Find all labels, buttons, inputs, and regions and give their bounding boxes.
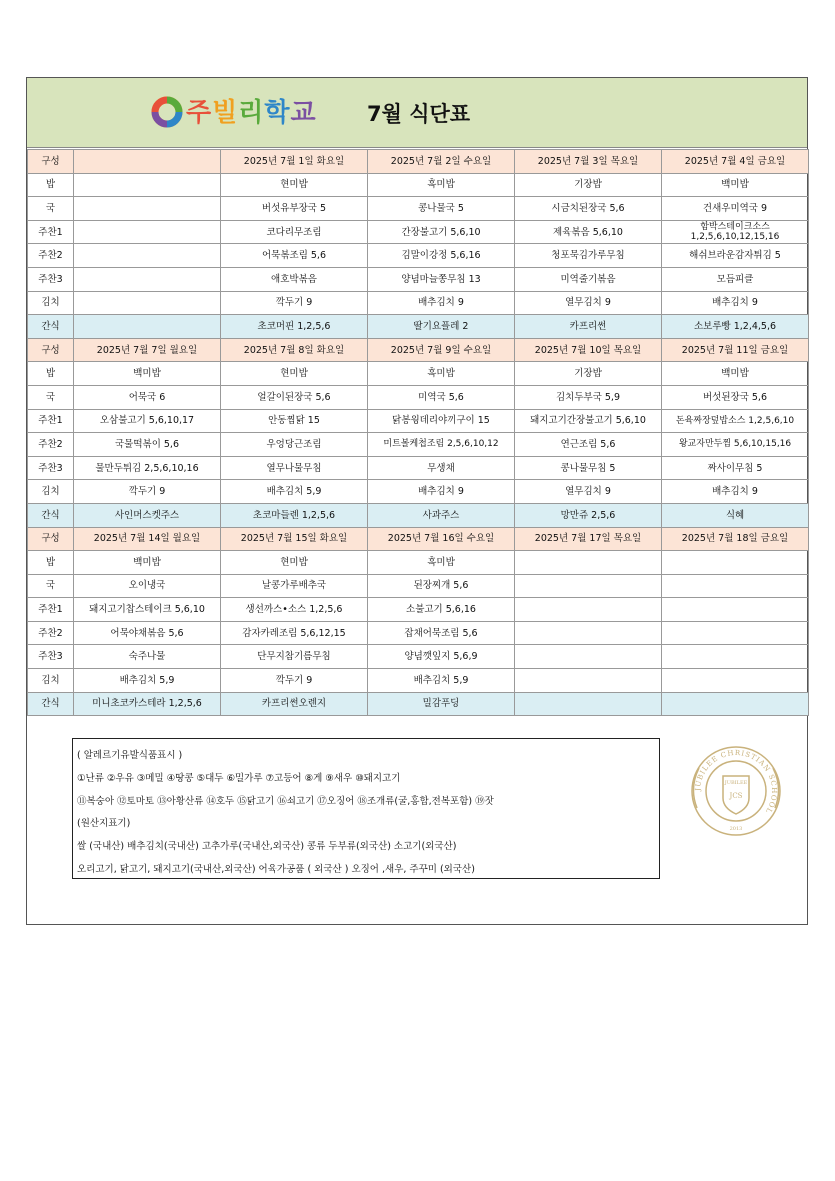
meal-cell: 흑미밥 — [368, 551, 515, 575]
meal-cell: 현미밥 — [221, 551, 368, 575]
meal-cell: 애호박볶음 — [221, 267, 368, 291]
meal-cell: 콩나물무침 5 — [515, 456, 662, 480]
date-header: 2025년 7월 7일 월요일 — [74, 338, 221, 362]
row-label: 주찬1 — [28, 409, 74, 433]
meal-row — [28, 503, 809, 527]
row-label: 국 — [28, 197, 74, 221]
meal-cell: 기장밥 — [515, 362, 662, 386]
row-label: 주찬3 — [28, 267, 74, 291]
meal-cell: 안동찜닭 15 — [221, 409, 368, 433]
row-label: 국 — [28, 385, 74, 409]
meal-cell — [662, 598, 809, 622]
meal-cell: 국물떡볶이 5,6 — [74, 433, 221, 457]
meal-cell: 모듬피클 — [662, 267, 809, 291]
date-header: 2025년 7월 11일 금요일 — [662, 338, 809, 362]
meal-cell: 왕교자만두찜 5,6,10,15,16 — [662, 433, 809, 457]
meal-cell: 배추김치 5,9 — [368, 669, 515, 693]
meal-cell: 돼지고기간장불고기 5,6,10 — [515, 409, 662, 433]
meal-cell: 깍두기 9 — [221, 291, 368, 315]
meal-cell: 흑미밥 — [368, 173, 515, 197]
legend-line: ①난류 ②우유 ③메밀 ④땅콩 ⑤대두 ⑥밀가루 ⑦고등어 ⑧게 ⑨새우 ⑩돼지고기 — [77, 772, 401, 784]
meal-cell: 카프리썬오렌지 — [221, 692, 368, 716]
date-header: 2025년 7월 4일 금요일 — [662, 150, 809, 174]
meal-cell: 코다리무조림 — [221, 220, 368, 244]
meal-cell: 초코머핀 1,2,5,6 — [221, 315, 368, 339]
meal-cell: 미역줄기볶음 — [515, 267, 662, 291]
row-label: 주찬2 — [28, 244, 74, 268]
meal-cell: 백미밥 — [662, 362, 809, 386]
meal-cell: 우엉당근조림 — [221, 433, 368, 457]
date-header: 2025년 7월 14일 월요일 — [74, 527, 221, 551]
row-label: 주찬1 — [28, 220, 74, 244]
row-label: 간식 — [28, 692, 74, 716]
meal-cell — [515, 551, 662, 575]
meal-cell — [515, 574, 662, 598]
meal-cell — [74, 267, 221, 291]
row-label: 간식 — [28, 503, 74, 527]
meal-cell: 날콩가루배추국 — [221, 574, 368, 598]
legend-line: 쌀 (국내산) 배추김치(국내산) 고추가루(국내산,외국산) 콩류 두부류(외국산) 소고기(외국산) — [77, 841, 457, 853]
meal-cell: 김치두부국 5,9 — [515, 385, 662, 409]
meal-row — [28, 551, 809, 575]
meal-cell: 사인머스켓주스 — [74, 503, 221, 527]
meal-cell: 배추김치 9 — [662, 291, 809, 315]
meal-cell — [662, 621, 809, 645]
meal-row — [28, 267, 809, 291]
meal-row — [28, 315, 809, 339]
meal-cell: 배추김치 9 — [368, 480, 515, 504]
meal-cell: 무생채 — [368, 456, 515, 480]
meal-cell: 깍두기 9 — [74, 480, 221, 504]
column-label: 구성 — [28, 527, 74, 551]
row-label: 주찬2 — [28, 621, 74, 645]
column-label: 구성 — [28, 338, 74, 362]
meal-cell: 함박스테이크소스 1,2,5,6,10,12,15,16 — [662, 220, 809, 244]
meal-cell: 백미밥 — [662, 173, 809, 197]
meal-cell: 배추김치 9 — [662, 480, 809, 504]
meal-cell: 현미밥 — [221, 362, 368, 386]
seal-founded: 2013 — [729, 826, 743, 832]
meal-cell: 백미밥 — [74, 551, 221, 575]
meal-cell: 어묵볶조림 5,6 — [221, 244, 368, 268]
legend-line: 오리고기, 닭고기, 돼지고기(국내산,외국산) 어육가공품 ( 외국산 ) 오징어 ,새우, 주꾸미 (외국산) — [77, 863, 475, 875]
meal-cell: 열무김치 9 — [515, 291, 662, 315]
meal-cell: 양념깻잎지 5,6,9 — [368, 645, 515, 669]
week-header-row — [28, 338, 809, 362]
meal-cell: 제육볶음 5,6,10 — [515, 220, 662, 244]
row-label: 국 — [28, 574, 74, 598]
meal-cell: 얼갈이된장국 5,6 — [221, 385, 368, 409]
date-header: 2025년 7월 18일 금요일 — [662, 527, 809, 551]
row-label: 주찬3 — [28, 456, 74, 480]
date-header: 2025년 7월 8일 화요일 — [221, 338, 368, 362]
meal-cell: 미역국 5,6 — [368, 385, 515, 409]
meal-cell: 물만두튀김 2,5,6,10,16 — [74, 456, 221, 480]
school-logo-text — [186, 92, 317, 129]
meal-cell: 시금치된장국 5,6 — [515, 197, 662, 221]
meal-cell: 단무지참기름무침 — [221, 645, 368, 669]
meal-cell: 어묵야채볶음 5,6 — [74, 621, 221, 645]
school-seal-icon — [683, 738, 789, 844]
meal-cell: 백미밥 — [74, 362, 221, 386]
meal-cell: 연근조림 5,6 — [515, 433, 662, 457]
meal-cell — [74, 197, 221, 221]
meal-cell: 된장찌개 5,6 — [368, 574, 515, 598]
meal-cell — [662, 692, 809, 716]
row-label: 밥 — [28, 173, 74, 197]
meal-cell: 열무김치 9 — [515, 480, 662, 504]
meal-cell: 흑미밥 — [368, 362, 515, 386]
meal-cell: 깍두기 9 — [221, 669, 368, 693]
meal-cell: 열무나물무침 — [221, 456, 368, 480]
logo-char: 주 — [186, 98, 213, 128]
meal-cell: 잡채어묵조림 5,6 — [368, 621, 515, 645]
date-header: 2025년 7월 1일 화요일 — [221, 150, 368, 174]
meal-cell: 어묵국 6 — [74, 385, 221, 409]
meal-cell: 딸기요플레 2 — [368, 315, 515, 339]
meal-cell: 미트볼케첩조림 2,5,6,10,12 — [368, 433, 515, 457]
seal-inner-mid: JCS — [729, 792, 743, 800]
page-header — [27, 78, 807, 148]
meal-cell: 소불고기 5,6,16 — [368, 598, 515, 622]
date-header: 2025년 7월 16일 수요일 — [368, 527, 515, 551]
meal-cell — [74, 173, 221, 197]
meal-cell: 오이냉국 — [74, 574, 221, 598]
logo-char: 리 — [238, 98, 265, 128]
meal-cell — [515, 669, 662, 693]
date-header: 2025년 7월 15일 화요일 — [221, 527, 368, 551]
allergy-origin-notice — [72, 738, 660, 879]
meal-cell — [74, 244, 221, 268]
seal-ring-text: JUBILEE CHRISTIAN SCHOOL — [693, 748, 779, 816]
meal-cell: 오삼불고기 5,6,10,17 — [74, 409, 221, 433]
meal-cell — [515, 692, 662, 716]
menu-page — [26, 77, 808, 925]
meal-row — [28, 692, 809, 716]
meal-row — [28, 385, 809, 409]
meal-cell — [74, 315, 221, 339]
meal-cell: 콩나물국 5 — [368, 197, 515, 221]
row-label: 주찬1 — [28, 598, 74, 622]
meal-row — [28, 173, 809, 197]
column-label: 구성 — [28, 150, 74, 174]
row-label: 밥 — [28, 362, 74, 386]
meal-row — [28, 456, 809, 480]
meal-cell — [74, 220, 221, 244]
meal-cell: 감자카레조림 5,6,12,15 — [221, 621, 368, 645]
meal-cell: 건새우미역국 9 — [662, 197, 809, 221]
meal-cell — [662, 669, 809, 693]
row-label: 밥 — [28, 551, 74, 575]
meal-row — [28, 362, 809, 386]
week-header-row — [28, 150, 809, 174]
row-label: 주찬3 — [28, 645, 74, 669]
legend-line: ( 알레르기유발식품표시 ) — [77, 750, 183, 761]
meal-cell: 초코마들렌 1,2,5,6 — [221, 503, 368, 527]
row-label: 김치 — [28, 669, 74, 693]
meal-cell: 생선까스•소스 1,2,5,6 — [221, 598, 368, 622]
logo-char: 교 — [290, 98, 317, 128]
meal-row — [28, 291, 809, 315]
meal-cell — [662, 574, 809, 598]
meal-cell — [515, 621, 662, 645]
week-header-row — [28, 527, 809, 551]
meal-row — [28, 574, 809, 598]
meal-row — [28, 480, 809, 504]
meal-cell: 밀감푸딩 — [368, 692, 515, 716]
meal-cell: 배추김치 9 — [368, 291, 515, 315]
meal-cell: 미니초코카스테라 1,2,5,6 — [74, 692, 221, 716]
meal-cell: 사과주스 — [368, 503, 515, 527]
meal-cell: 청포묵김가루무침 — [515, 244, 662, 268]
meal-cell: 버섯된장국 5,6 — [662, 385, 809, 409]
meal-row — [28, 598, 809, 622]
page-title: 7월 식단표 — [367, 102, 471, 126]
meal-row — [28, 645, 809, 669]
meal-cell: 소보루빵 1,2,4,5,6 — [662, 315, 809, 339]
date-header — [74, 150, 221, 174]
meal-table — [27, 149, 809, 716]
meal-cell: 해쉬브라운감자튀김 5 — [662, 244, 809, 268]
date-header: 2025년 7월 2일 수요일 — [368, 150, 515, 174]
legend-line: ⑪복숭아 ⑫토마토 ⑬아황산류 ⑭호두 ⑮닭고기 ⑯쇠고기 ⑰오징어 ⑱조개류(굴,홍합,전복포함) ⑲잣 — [77, 795, 494, 807]
row-label: 김치 — [28, 291, 74, 315]
date-header: 2025년 7월 9일 수요일 — [368, 338, 515, 362]
meal-cell: 간장불고기 5,6,10 — [368, 220, 515, 244]
meal-cell: 식혜 — [662, 503, 809, 527]
meal-cell — [662, 551, 809, 575]
logo-char: 빌 — [212, 98, 239, 128]
meal-cell: 카프리썬 — [515, 315, 662, 339]
meal-cell: 망만쥬 2,5,6 — [515, 503, 662, 527]
legend-line: (원산지표기) — [77, 818, 131, 830]
meal-cell: 양념마늘쫑무침 13 — [368, 267, 515, 291]
meal-row — [28, 669, 809, 693]
meal-row — [28, 621, 809, 645]
meal-cell: 돼지고기찹스테이크 5,6,10 — [74, 598, 221, 622]
meal-cell: 김말이강정 5,6,16 — [368, 244, 515, 268]
meal-cell: 짜사이무침 5 — [662, 456, 809, 480]
meal-cell: 배추김치 5,9 — [74, 669, 221, 693]
meal-cell: 현미밥 — [221, 173, 368, 197]
date-header: 2025년 7월 17일 목요일 — [515, 527, 662, 551]
meal-row — [28, 409, 809, 433]
meal-row — [28, 197, 809, 221]
meal-row — [28, 433, 809, 457]
meal-cell — [74, 291, 221, 315]
row-label: 김치 — [28, 480, 74, 504]
meal-cell: 기장밥 — [515, 173, 662, 197]
meal-row — [28, 244, 809, 268]
meal-cell: 닭봉윙데리야끼구이 15 — [368, 409, 515, 433]
row-label: 간식 — [28, 315, 74, 339]
logo-char: 학 — [264, 98, 291, 128]
meal-cell: 돈육짜장덮밥소스 1,2,5,6,10 — [662, 409, 809, 433]
meal-cell: 버섯유부장국 5 — [221, 197, 368, 221]
date-header: 2025년 7월 10일 목요일 — [515, 338, 662, 362]
meal-cell: 배추김치 5,9 — [221, 480, 368, 504]
meal-cell — [515, 598, 662, 622]
row-label: 주찬2 — [28, 433, 74, 457]
seal-inner-top: JUBILEE — [724, 780, 748, 786]
meal-cell: 숙주나물 — [74, 645, 221, 669]
date-header: 2025년 7월 3일 목요일 — [515, 150, 662, 174]
meal-cell — [515, 645, 662, 669]
meal-row — [28, 220, 809, 244]
school-logo-icon — [151, 96, 183, 128]
meal-cell — [662, 645, 809, 669]
